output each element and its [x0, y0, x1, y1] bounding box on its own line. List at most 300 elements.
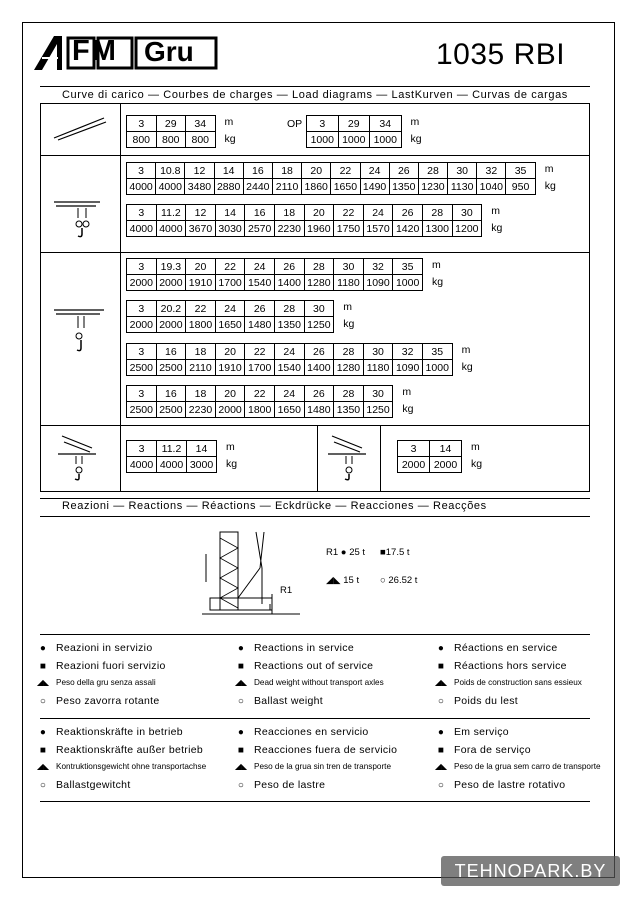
- legend-text: Peso de la grua sem carro de transporte: [454, 762, 601, 771]
- section-divider: [40, 155, 590, 156]
- load-table-t3: [126, 258, 423, 291]
- load-cell: 2000: [430, 457, 462, 473]
- radius-cell: 35: [422, 344, 452, 360]
- radius-cell: 16: [156, 386, 186, 402]
- load-cell: 2500: [156, 402, 186, 418]
- legend-item-en: [234, 642, 354, 654]
- unit-kg: kg: [432, 276, 444, 288]
- load-row: [127, 317, 334, 333]
- legend-item-it: [36, 642, 152, 654]
- filled-circle-icon: ●: [437, 643, 445, 654]
- crane-diagram-icon: [200, 528, 310, 620]
- load-cell: 1300: [422, 221, 452, 237]
- load-cell: 1280: [304, 275, 334, 291]
- unit-kg: kg: [224, 133, 236, 145]
- load-cell: 2880: [214, 179, 243, 195]
- filled-circle-icon: ●: [39, 643, 47, 654]
- section-divider: [40, 252, 590, 253]
- radius-cell: 30: [363, 386, 393, 402]
- legend-item-it: [36, 660, 166, 672]
- reaction-service: [326, 547, 365, 558]
- load-cell: 3030: [215, 221, 245, 237]
- dead-weight-icon: ◢◣: [434, 678, 448, 687]
- watermark: TEHNOPARK.BY: [441, 856, 620, 886]
- load-row: [127, 221, 482, 237]
- load-cell: 1250: [363, 402, 393, 418]
- load-cell: 3480: [185, 179, 214, 195]
- radius-cell: 26: [304, 344, 334, 360]
- open-circle-icon: ○: [437, 779, 445, 791]
- radius-cell: 30: [363, 344, 393, 360]
- load-row: [127, 275, 423, 291]
- legend-text: Poids du lest: [454, 694, 519, 707]
- radius-cell: 16: [245, 205, 275, 221]
- load-table-t4: [126, 300, 334, 333]
- radius-cell: 18: [186, 386, 216, 402]
- radius-cell: 30: [304, 301, 334, 317]
- reaction-dead-weight: [326, 575, 359, 586]
- radius-cell: 32: [363, 259, 393, 275]
- load-cell: 3670: [186, 221, 216, 237]
- filled-circle-icon: ●: [39, 727, 47, 738]
- dead-weight-icon: ◢◣: [36, 762, 50, 771]
- load-cell: 1400: [304, 360, 334, 376]
- radius-cell: 16: [156, 344, 186, 360]
- radius-cell: 3: [127, 386, 157, 402]
- load-cell: 2000: [156, 275, 186, 291]
- radius-cell: 20: [215, 344, 245, 360]
- load-cell: 1910: [186, 275, 216, 291]
- unit-m: m: [226, 441, 235, 453]
- filled-circle-icon: ●: [437, 727, 445, 738]
- load-table-t8: [397, 440, 462, 473]
- legend-text: Ballastgewitcht: [56, 778, 131, 791]
- radius-cell: 30: [452, 205, 482, 221]
- load-cell: 1490: [360, 179, 389, 195]
- unit-m: m: [491, 205, 500, 217]
- open-circle-icon: ○: [237, 779, 245, 791]
- legend-item-de: [36, 726, 183, 738]
- legend-item-en: [234, 678, 384, 687]
- load-cell: 1250: [304, 317, 334, 333]
- load-cell: 1040: [477, 179, 506, 195]
- dead-weight-icon: ◢◣: [234, 762, 248, 771]
- legend-item-de: [36, 779, 131, 791]
- open-circle-icon: ○: [380, 575, 386, 586]
- load-cell: 3000: [187, 457, 217, 473]
- reactions-divider: [40, 498, 590, 499]
- unit-kg: kg: [471, 458, 483, 470]
- load-cell: 1000: [393, 275, 423, 291]
- load-table-t6: [126, 385, 393, 418]
- load-cell: 4000: [127, 179, 156, 195]
- legend-text: Peso de lastre: [254, 778, 326, 791]
- radius-row: [127, 301, 334, 317]
- load-cell: 2440: [243, 179, 272, 195]
- legend-item-it: [36, 678, 156, 687]
- load-cell: 1180: [334, 275, 364, 291]
- legend-text: Peso de la grua sin tren de transporte: [254, 762, 391, 771]
- load-cell: 1570: [363, 221, 393, 237]
- load-table-jib_a: [126, 115, 216, 148]
- luffing-jib-icon: [52, 432, 112, 482]
- legend-item-en: [234, 660, 373, 672]
- load-cell: 800: [186, 132, 216, 148]
- load-cell: 1540: [274, 360, 304, 376]
- load-cell: 2500: [127, 402, 157, 418]
- radius-cell: 18: [186, 344, 216, 360]
- load-cell: 1540: [245, 275, 275, 291]
- load-cell: 2230: [274, 221, 304, 237]
- load-cell: 1480: [304, 402, 334, 418]
- load-cell: 4000: [127, 221, 157, 237]
- load-cell: 1650: [215, 317, 245, 333]
- load-cell: 4000: [127, 457, 157, 473]
- dead-weight-icon: ◢◣: [326, 575, 341, 586]
- radius-cell: 20: [304, 205, 334, 221]
- load-cell: 1350: [389, 179, 418, 195]
- load-table-t1: [126, 162, 536, 195]
- load-diagrams-title: Curve di carico — Courbes de charges — Load diagrams — LastKurven — Curvas de cargas: [62, 89, 568, 101]
- legend-item-fr: [434, 642, 557, 654]
- load-cell: 1090: [393, 360, 423, 376]
- legend-item-fr: [434, 695, 518, 707]
- load-cell: 4000: [157, 457, 187, 473]
- radius-cell: 30: [448, 163, 477, 179]
- legend-item-es: [234, 726, 369, 738]
- load-chart-divider: [120, 103, 121, 492]
- load-cell: 1960: [304, 221, 334, 237]
- legend-text: Reactions in service: [254, 642, 354, 654]
- luffing-jib-icon: [322, 432, 378, 482]
- radius-cell: 3: [307, 116, 339, 132]
- radius-cell: 10.8: [156, 163, 185, 179]
- op-label: OP: [287, 118, 303, 130]
- legend-text: Kontruktionsgewicht ohne transportachse: [56, 762, 207, 771]
- reactions-divider: [40, 516, 590, 517]
- legend-item-es: [234, 779, 325, 791]
- legend-text: Reacciones en servicio: [254, 726, 369, 738]
- hook-configuration-icon: [52, 300, 112, 360]
- radius-cell: 29: [156, 116, 186, 132]
- radius-cell: 35: [506, 163, 535, 179]
- r1-label: R1: [326, 547, 339, 558]
- brand-logo: [32, 34, 222, 74]
- radius-cell: 22: [215, 259, 245, 275]
- load-cell: 2000: [156, 317, 186, 333]
- radius-cell: 26: [245, 301, 275, 317]
- radius-cell: 20: [215, 386, 245, 402]
- radius-cell: 12: [186, 205, 216, 221]
- reaction-out-of-service-value: 17.5 t: [385, 547, 410, 558]
- radius-cell: 34: [370, 116, 402, 132]
- load-row: [398, 457, 462, 473]
- load-cell: 1000: [370, 132, 402, 148]
- filled-square-icon: ■: [39, 660, 47, 672]
- legend-text: Réactions en service: [454, 642, 558, 654]
- radius-cell: 35: [393, 259, 423, 275]
- legend-item-pt: [434, 744, 531, 756]
- load-cell: 2000: [127, 317, 157, 333]
- radius-cell: 20: [302, 163, 331, 179]
- load-cell: 1700: [215, 275, 245, 291]
- legend-item-pt: [434, 726, 509, 738]
- load-table-t2: [126, 204, 482, 237]
- radius-cell: 28: [334, 344, 364, 360]
- section-divider: [317, 425, 318, 492]
- radius-cell: 18: [274, 205, 304, 221]
- unit-kg: kg: [461, 361, 473, 373]
- brand-left-text: FM: [72, 35, 118, 67]
- reaction-service-value: 25 t: [349, 547, 366, 558]
- load-row: [127, 360, 453, 376]
- legend-item-fr: [434, 660, 567, 672]
- legend-item-en: [234, 695, 323, 707]
- radius-row: [127, 344, 453, 360]
- radius-cell: 28: [274, 301, 304, 317]
- radius-cell: 20.2: [156, 301, 186, 317]
- radius-cell: 26: [304, 386, 334, 402]
- load-cell: 1480: [245, 317, 275, 333]
- load-cell: 1400: [274, 275, 304, 291]
- unit-m: m: [471, 441, 480, 453]
- radius-cell: 14: [430, 441, 462, 457]
- legend-text: Em serviço: [454, 726, 509, 738]
- load-cell: 4000: [156, 221, 186, 237]
- unit-kg: kg: [226, 458, 238, 470]
- legend-item-fr: [434, 678, 582, 687]
- radius-cell: 3: [127, 116, 157, 132]
- radius-cell: 3: [127, 301, 157, 317]
- radius-cell: 22: [245, 386, 275, 402]
- dead-weight-value: 15 t: [343, 575, 360, 586]
- legend-item-es: [234, 762, 391, 771]
- legend-item-pt: [434, 762, 601, 771]
- unit-m: m: [402, 386, 412, 398]
- load-cell: 2110: [272, 179, 301, 195]
- load-cell: 2570: [245, 221, 275, 237]
- radius-cell: 30: [334, 259, 364, 275]
- unit-m: m: [461, 344, 471, 356]
- radius-cell: 32: [477, 163, 506, 179]
- legend-text: Reaktionskräfte außer betrieb: [56, 743, 204, 756]
- radius-cell: 22: [334, 205, 364, 221]
- filled-square-icon: ■: [437, 660, 445, 672]
- filled-square-icon: ■: [437, 744, 445, 756]
- load-cell: 1280: [334, 360, 364, 376]
- radius-row: [127, 205, 482, 221]
- legend-text: Reaktionskräfte in betrieb: [56, 726, 183, 738]
- radius-cell: 24: [363, 205, 393, 221]
- load-row: [127, 402, 393, 418]
- load-cell: 1420: [393, 221, 423, 237]
- legend-text: Dead weight without transport axles: [254, 678, 384, 687]
- load-cell: 1800: [186, 317, 216, 333]
- radius-cell: 19.3: [156, 259, 186, 275]
- reactions-title: Reazioni — Reactions — Réactions — Eckdrücke — Reacciones — Reacções: [62, 500, 487, 512]
- reaction-out-of-service: [380, 547, 410, 558]
- open-circle-icon: ○: [39, 779, 47, 791]
- legend-item-it: [36, 695, 159, 707]
- load-row: [127, 132, 216, 148]
- filled-circle-icon: ●: [340, 547, 347, 558]
- unit-kg: kg: [402, 403, 414, 415]
- legend-text: Reazioni fuori servizio: [56, 659, 166, 672]
- radius-cell: 24: [215, 301, 245, 317]
- load-cell: 2000: [398, 457, 430, 473]
- load-row: [307, 132, 402, 148]
- section-divider: [40, 425, 590, 426]
- radius-cell: 28: [304, 259, 334, 275]
- load-table-t5: [126, 343, 453, 376]
- legend-text: Réactions hors service: [454, 659, 567, 672]
- radius-cell: 28: [418, 163, 447, 179]
- legend-item-pt: [434, 779, 565, 791]
- load-cell: 1350: [334, 402, 364, 418]
- brand-right-text: Gru: [144, 36, 194, 67]
- header-divider: [40, 86, 590, 87]
- radius-row: [127, 441, 217, 457]
- radius-row: [127, 386, 393, 402]
- load-cell: 2500: [127, 360, 157, 376]
- radius-cell: 3: [398, 441, 430, 457]
- radius-cell: 22: [331, 163, 360, 179]
- legend-text: Peso zavorra rotante: [56, 694, 160, 707]
- radius-row: [127, 259, 423, 275]
- legend-divider: [40, 634, 590, 635]
- legend-item-de: [36, 744, 203, 756]
- radius-cell: 26: [389, 163, 418, 179]
- load-cell: 1130: [448, 179, 477, 195]
- load-cell: 800: [127, 132, 157, 148]
- radius-cell: 3: [127, 441, 157, 457]
- load-row: [127, 179, 536, 195]
- load-cell: 1000: [422, 360, 452, 376]
- load-cell: 1750: [334, 221, 364, 237]
- load-cell: 1200: [452, 221, 482, 237]
- legend-item-es: [234, 744, 397, 756]
- radius-cell: 12: [185, 163, 214, 179]
- legend-item-de: [36, 762, 206, 771]
- unit-kg: kg: [544, 180, 556, 192]
- radius-cell: 3: [127, 344, 157, 360]
- radius-cell: 22: [186, 301, 216, 317]
- load-cell: 1860: [302, 179, 331, 195]
- filled-square-icon: ■: [237, 744, 245, 756]
- dead-weight-icon: ◢◣: [234, 678, 248, 687]
- unit-m: m: [432, 259, 441, 271]
- section-divider: [380, 425, 381, 492]
- radius-cell: 24: [245, 259, 275, 275]
- load-cell: 1650: [274, 402, 304, 418]
- radius-cell: 14: [215, 205, 245, 221]
- legend-divider: [40, 801, 590, 802]
- radius-cell: 20: [186, 259, 216, 275]
- unit-m: m: [343, 301, 352, 313]
- radius-cell: 26: [393, 205, 423, 221]
- filled-square-icon: ■: [39, 744, 47, 756]
- open-circle-icon: ○: [237, 695, 245, 707]
- legend-text: Reazioni in servizio: [56, 642, 153, 654]
- load-table-jib_b: [306, 115, 402, 148]
- reaction-ballast: [380, 575, 417, 586]
- radius-cell: 24: [360, 163, 389, 179]
- load-cell: 1000: [338, 132, 370, 148]
- load-cell: 2000: [127, 275, 157, 291]
- radius-cell: 29: [338, 116, 370, 132]
- legend-divider: [40, 718, 590, 719]
- unit-m: m: [544, 163, 554, 175]
- radius-cell: 26: [274, 259, 304, 275]
- load-cell: 950: [506, 179, 535, 195]
- load-table-t7: [126, 440, 217, 473]
- load-row: [127, 457, 217, 473]
- open-circle-icon: ○: [39, 695, 47, 707]
- load-cell: 1800: [245, 402, 275, 418]
- jib-configuration-icon: [52, 114, 112, 144]
- load-cell: 800: [156, 132, 186, 148]
- load-cell: 1180: [363, 360, 393, 376]
- load-cell: 2230: [186, 402, 216, 418]
- load-cell: 1910: [215, 360, 245, 376]
- load-cell: 2110: [186, 360, 216, 376]
- load-cell: 1230: [418, 179, 447, 195]
- legend-text: Ballast weight: [254, 694, 323, 707]
- crane-r1-label: R1: [280, 585, 293, 596]
- radius-cell: 11.2: [157, 441, 187, 457]
- ballast-value: 26.52 t: [388, 575, 418, 586]
- dead-weight-icon: ◢◣: [36, 678, 50, 687]
- radius-cell: 24: [274, 344, 304, 360]
- open-circle-icon: ○: [437, 695, 445, 707]
- radius-cell: 22: [245, 344, 275, 360]
- load-cell: 1090: [363, 275, 393, 291]
- radius-cell: 14: [187, 441, 217, 457]
- radius-cell: 24: [274, 386, 304, 402]
- unit-kg: kg: [491, 222, 503, 234]
- radius-cell: 28: [422, 205, 452, 221]
- radius-cell: 28: [334, 386, 364, 402]
- radius-row: [307, 116, 402, 132]
- radius-cell: 3: [127, 163, 156, 179]
- load-cell: 1700: [245, 360, 275, 376]
- legend-text: Poids de construction sans essieux: [454, 678, 582, 687]
- radius-row: [127, 163, 536, 179]
- model-title: 1035 RBI: [436, 38, 566, 71]
- load-cell: 2500: [156, 360, 186, 376]
- legend-text: Fora de serviço: [454, 743, 531, 756]
- legend-text: Peso de lastre rotativo: [454, 778, 566, 791]
- radius-cell: 34: [186, 116, 216, 132]
- radius-cell: 14: [214, 163, 243, 179]
- radius-cell: 32: [393, 344, 423, 360]
- filled-square-icon: ■: [237, 660, 245, 672]
- dead-weight-icon: ◢◣: [434, 762, 448, 771]
- unit-kg: kg: [410, 133, 422, 145]
- filled-square-icon: ■: [380, 547, 386, 558]
- radius-cell: 3: [127, 259, 157, 275]
- load-cell: 4000: [156, 179, 185, 195]
- legend-text: Peso della gru senza assali: [56, 678, 156, 687]
- radius-row: [127, 116, 216, 132]
- unit-m: m: [224, 116, 234, 128]
- radius-cell: 16: [243, 163, 272, 179]
- unit-m: m: [410, 116, 420, 128]
- load-cell: 1650: [331, 179, 360, 195]
- hook-configuration-icon: [52, 192, 112, 242]
- unit-kg: kg: [343, 318, 355, 330]
- filled-circle-icon: ●: [237, 727, 245, 738]
